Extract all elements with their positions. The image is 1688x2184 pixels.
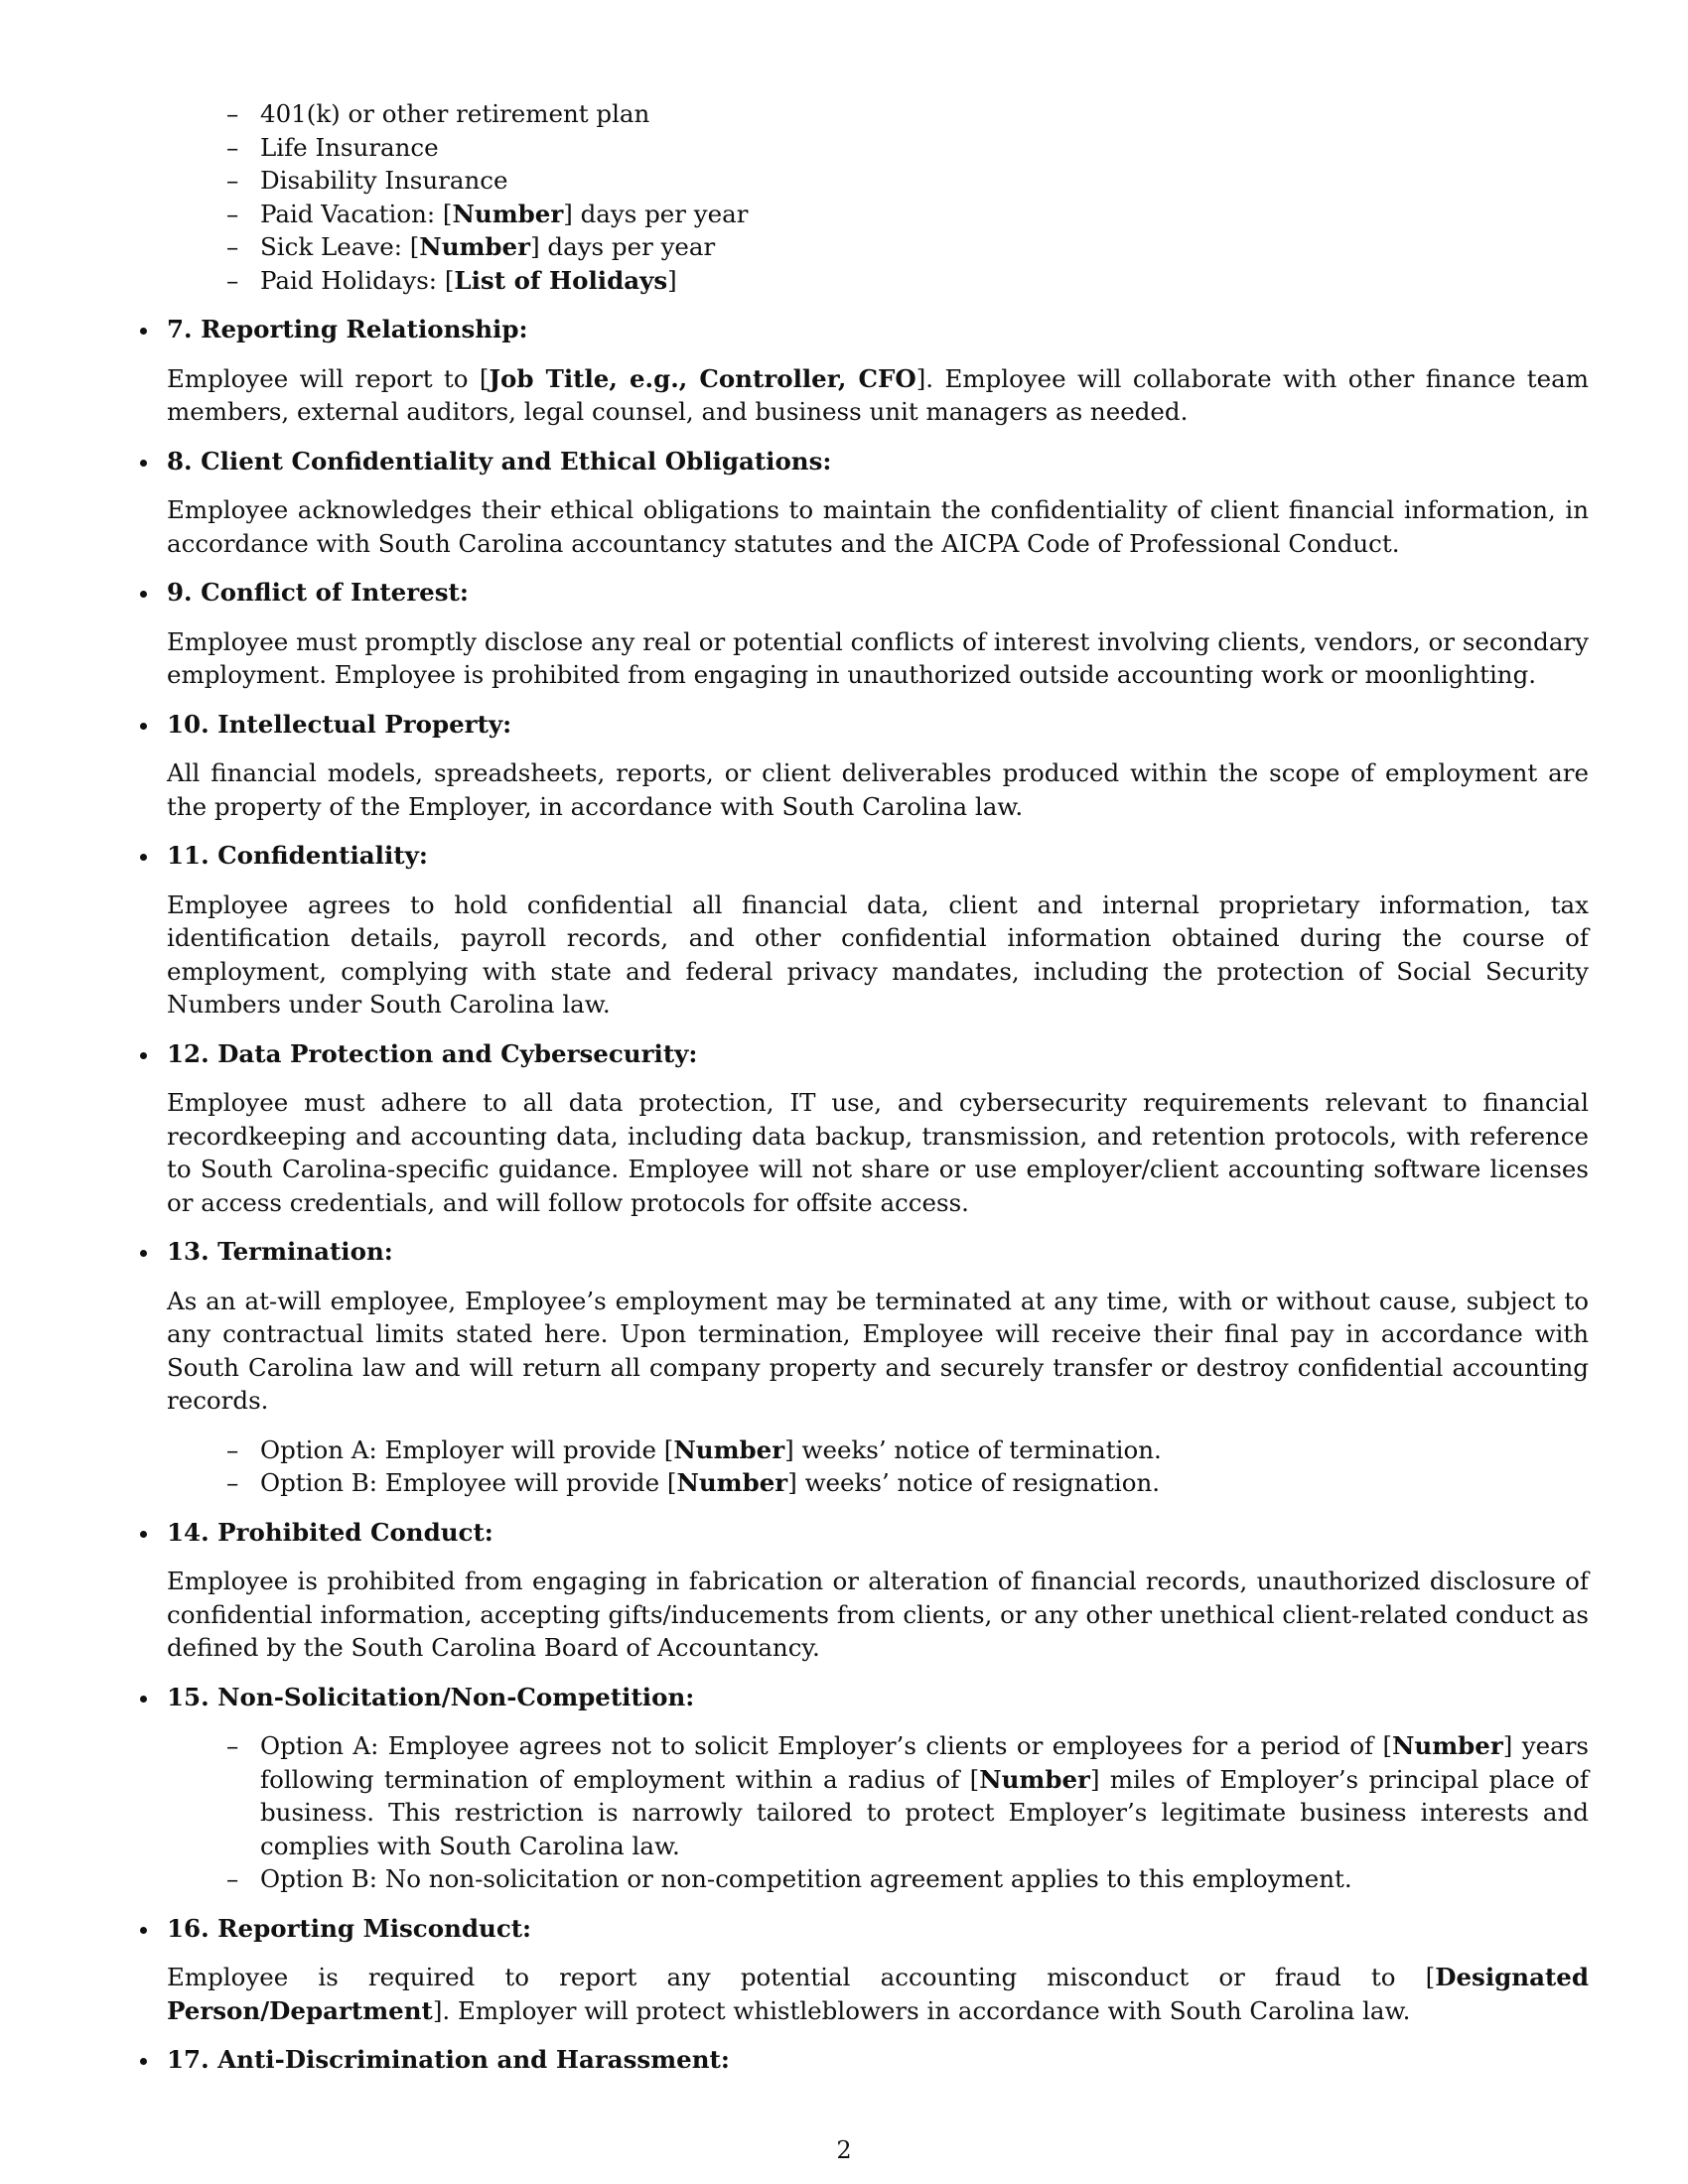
section-title: 16. Reporting Misconduct:: [167, 1912, 1589, 1946]
benefit-item: – Sick Leave: [Number] days per year: [226, 230, 1589, 264]
benefits-list: [226, 97, 1589, 297]
option-item: – Option B: Employee will provide [Number] weeks’ notice of resignation.: [226, 1466, 1589, 1500]
page-number: 2: [836, 2136, 852, 2164]
section-reporting-relationship: [167, 313, 1589, 429]
section-non-solicitation: [167, 1681, 1589, 1896]
section-intellectual-property: [167, 708, 1589, 824]
benefit-item: – 401(k) or other retirement plan: [226, 97, 1589, 131]
section-reporting-misconduct: [167, 1912, 1589, 2028]
benefit-item: – Paid Vacation: [Number] days per year: [226, 198, 1589, 231]
section-text: Employee agrees to hold confidential all financial data, client and internal proprietary information, tax identification details, payroll records, and other confidential information obtained during the course of employment, complying with state and federal privacy mandates, including the protection of Social Security Numbers under South Carolina law.: [167, 889, 1589, 1019]
benefit-item: – Paid Holidays: [List of Holidays]: [226, 264, 1589, 298]
section-title: 12. Data Protection and Cybersecurity:: [167, 1037, 1589, 1071]
section-title: 10. Intellectual Property:: [167, 708, 1589, 742]
option-item: – Option A: Employer will provide [Number] weeks’ notice of termination.: [226, 1433, 1589, 1467]
benefit-item: – Disability Insurance: [226, 164, 1589, 198]
option-item: – Option B: No non-solicitation or non-competition agreement applies to this employment.: [226, 1862, 1589, 1896]
section-text: Employee is required to report any potential accounting misconduct or fraud to [Designated Person/Department]. Employer will protect whistleblowers in accordance with South Carolina law.: [167, 1963, 1589, 2025]
non-solicitation-options: [226, 1729, 1589, 1896]
section-text: Employee will report to [Job Title, e.g., Controller, CFO]. Employee will collaborate with other finance team members, external auditors, legal counsel, and business unit managers as needed.: [167, 363, 1589, 426]
section-title: 9. Conflict of Interest:: [167, 576, 1589, 610]
section-text: All financial models, spreadsheets, reports, or client deliverables produced within the scope of employment are the property of the Employer, in accordance with South Carolina law.: [167, 758, 1589, 821]
section-title: 11. Confidentiality:: [167, 839, 1589, 873]
section-text: Employee is prohibited from engaging in fabrication or alteration of financial records, unauthorized disclosure of confidential information, accepting gifts/inducements from clients, or any other unethical client-related conduct as defined by the South Carolina Board of Accountancy.: [167, 1567, 1589, 1662]
section-confidentiality: [167, 839, 1589, 1022]
section-text: Employee must promptly disclose any real or potential conflicts of interest involving clients, vendors, or secondary employment. Employee is prohibited from engaging in unauthorized outside accounting work or moonlighting.: [167, 626, 1589, 689]
section-prohibited-conduct: [167, 1516, 1589, 1665]
section-termination: [167, 1235, 1589, 1500]
section-title: 14. Prohibited Conduct:: [167, 1516, 1589, 1550]
section-title: 13. Termination:: [167, 1235, 1589, 1269]
document-body: [167, 97, 1589, 2077]
section-title: 17. Anti-Discrimination and Harassment:: [167, 2043, 1589, 2077]
section-conflict-of-interest: [167, 576, 1589, 692]
section-client-confidentiality: [167, 445, 1589, 561]
section-text: As an at-will employee, Employee’s employment may be terminated at any time, with or without cause, subject to any contractual limits stated here. Upon termination, Employee will receive their final pay in accordance with South Carolina law and will return all company property and securely transfer or destroy confidential accounting records.: [167, 1286, 1589, 1415]
section-title: 15. Non-Solicitation/Non-Competition:: [167, 1681, 1589, 1714]
option-item: – Option A: Employee agrees not to solicit Employer’s clients or employees for a period of [Number] years following termination of employment within a radius of [Number] miles of Employer’s principal place of business. This restriction is narrowly tailored to protect Employer’s legitimate business interests and complies with South Carolina law.: [226, 1729, 1589, 1862]
section-title: 8. Client Confidentiality and Ethical Obligations:: [167, 445, 1589, 478]
section-title: 7. Reporting Relationship:: [167, 313, 1589, 346]
termination-options: [226, 1433, 1589, 1500]
section-text: Employee acknowledges their ethical obligations to maintain the confidentiality of client financial information, in accordance with South Carolina accountancy statutes and the AICPA Code of Professional Conduct.: [167, 495, 1589, 558]
section-anti-discrimination: [167, 2043, 1589, 2077]
benefit-item: – Life Insurance: [226, 131, 1589, 165]
section-text: Employee must adhere to all data protection, IT use, and cybersecurity requirements relevant to financial recordkeeping and accounting data, including data backup, transmission, and retention protocols, with reference to South Carolina-specific guidance. Employee will not share or use employer/client accounting software licenses or access credentials, and will follow protocols for offsite access.: [167, 1088, 1589, 1217]
section-data-protection: [167, 1037, 1589, 1220]
